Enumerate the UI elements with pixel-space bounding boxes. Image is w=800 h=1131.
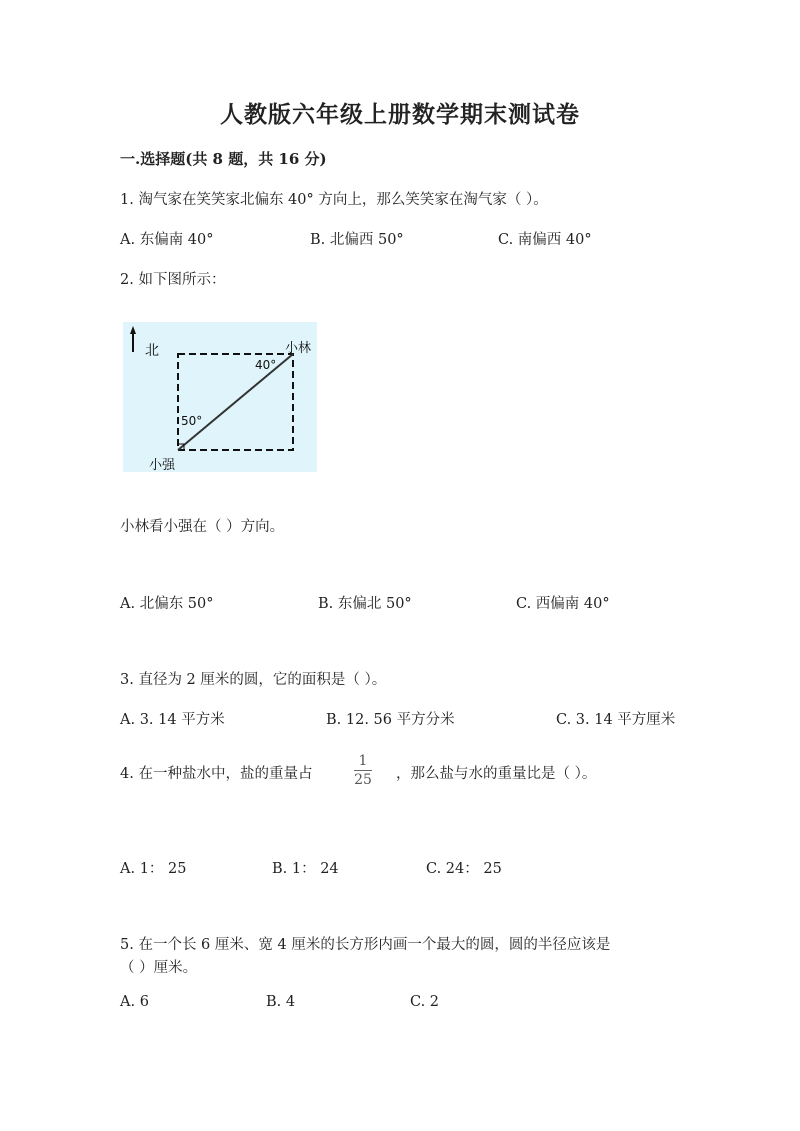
angle-50-label: 50° (181, 414, 203, 428)
q5-option-c: C. 2 (410, 994, 440, 1010)
q5-option-b: B. 4 (266, 994, 296, 1010)
direction-figure (123, 322, 317, 472)
question-4-text-before: 4. 在一种盐水中，盐的重量占 (120, 766, 313, 782)
q3-option-c: C. 3. 14 平方厘米 (556, 712, 676, 728)
page-title: 人教版六年级上册数学期末测试卷 (220, 101, 580, 128)
question-4-text-after: ，那么盐与水的重量比是（ ）。 (396, 766, 597, 782)
question-1-text: 1. 淘气家在笑笑家北偏东 40° 方向上，那么笑笑家在淘气家（ ）。 (120, 192, 548, 208)
question-2-prompt: 小林看小强在（ ）方向。 (120, 519, 285, 535)
fraction-denominator: 25 (354, 772, 372, 788)
q2-option-b: B. 东偏北 50° (318, 596, 412, 612)
angle-40-label: 40° (255, 358, 277, 372)
q2-option-a: A. 北偏东 50° (120, 596, 214, 612)
fraction-1-25 (352, 753, 374, 788)
question-5-line-2: （ ）厘米。 (120, 960, 198, 976)
q1-option-c: C. 南偏西 40° (498, 232, 592, 248)
q4-option-c: C. 24： 25 (426, 861, 502, 877)
question-5-line-1: 5. 在一个长 6 厘米、宽 4 厘米的长方形内画一个最大的圆，圆的半径应该是 (120, 937, 611, 953)
q4-option-a: A. 1： 25 (120, 861, 187, 877)
q2-option-c: C. 西偏南 40° (516, 596, 610, 612)
fraction-numerator: 1 (358, 753, 368, 769)
section-heading: 一.选择题(共 8 题，共 16 分) (120, 150, 327, 168)
north-label: 北 (145, 343, 159, 359)
q1-option-b: B. 北偏西 50° (310, 232, 404, 248)
question-3-text: 3. 直径为 2 厘米的圆，它的面积是（ ）。 (120, 672, 387, 688)
q4-option-b: B. 1： 24 (272, 861, 339, 877)
fraction-bar (354, 770, 372, 771)
q1-option-a: A. 东偏南 40° (120, 232, 214, 248)
q3-option-b: B. 12. 56 平方分米 (326, 712, 455, 728)
point-xiaoqiang-label: 小强 (149, 458, 176, 473)
question-2-text: 2. 如下图所示： (120, 272, 226, 288)
point-xiaolin-label: 小林 (285, 341, 312, 356)
q5-option-a: A. 6 (120, 994, 149, 1010)
q3-option-a: A. 3. 14 平方米 (120, 712, 225, 728)
